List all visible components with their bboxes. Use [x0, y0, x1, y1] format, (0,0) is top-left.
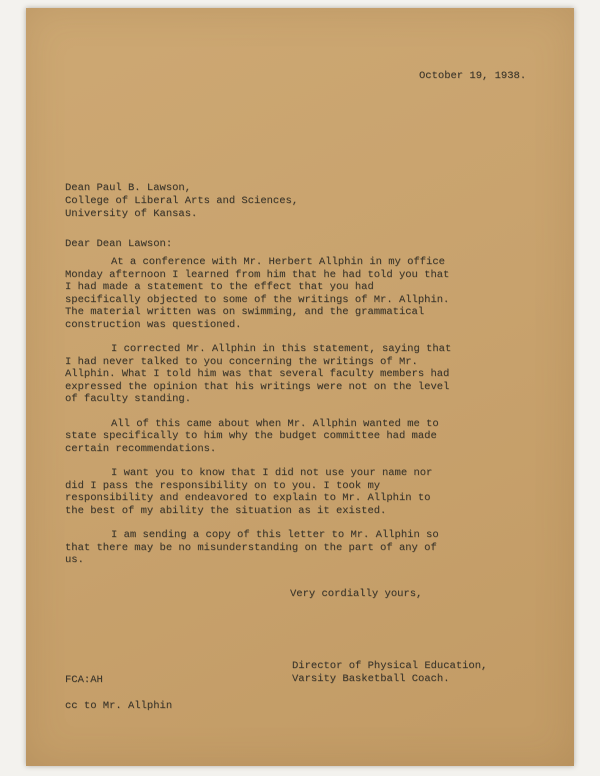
- letter-body: [65, 256, 452, 579]
- letter-page: [26, 8, 574, 766]
- address-line-university: University of Kansas.: [65, 208, 198, 220]
- signature-title-line-2: Varsity Basketball Coach.: [292, 673, 450, 685]
- cc-line: cc to Mr. Allphin: [65, 700, 173, 712]
- body-paragraph-2: I corrected Mr. Allphin in this statement, saying that I had never talked to you concerning the writings of Mr. Allphin. What I told him was that several faculty members had expressed the opinion that his writings were not on the level of faculty standing.: [65, 343, 452, 405]
- signature-title-line-1: Director of Physical Education,: [292, 660, 488, 672]
- body-paragraph-3: All of this came about when Mr. Allphin wanted me to state specifically to him why the budget committee had made certain recommendations.: [65, 417, 439, 455]
- body-paragraph-1: At a conference with Mr. Herbert Allphin in my office Monday afternoon I learned from him that he had told you that I had made a statement to the effect that you had specifically objected to some of the writings of Mr. Allphin. The material written was on swimming, and the grammatical construction was questioned.: [65, 256, 450, 331]
- body-paragraph-4: I want you to know that I did not use your name nor did I pass the responsibility on to you. I took my responsibility and endeavored to explain to Mr. Allphin to the best of my ability the situation as it existed.: [65, 467, 433, 517]
- complimentary-closing: Very cordially yours,: [290, 588, 423, 600]
- letter-date: October 19, 1938.: [419, 70, 527, 82]
- address-line-name: Dean Paul B. Lawson,: [65, 182, 192, 194]
- address-line-college: College of Liberal Arts and Sciences,: [65, 195, 299, 207]
- body-paragraph-5: I am sending a copy of this letter to Mr. Allphin so that there may be no misunderstanding on the part of any of us.: [65, 529, 439, 566]
- salutation: Dear Dean Lawson:: [65, 238, 173, 250]
- recipient-address: [65, 182, 298, 221]
- signature-block: [292, 660, 487, 686]
- typist-initials: FCA:AH: [65, 674, 103, 686]
